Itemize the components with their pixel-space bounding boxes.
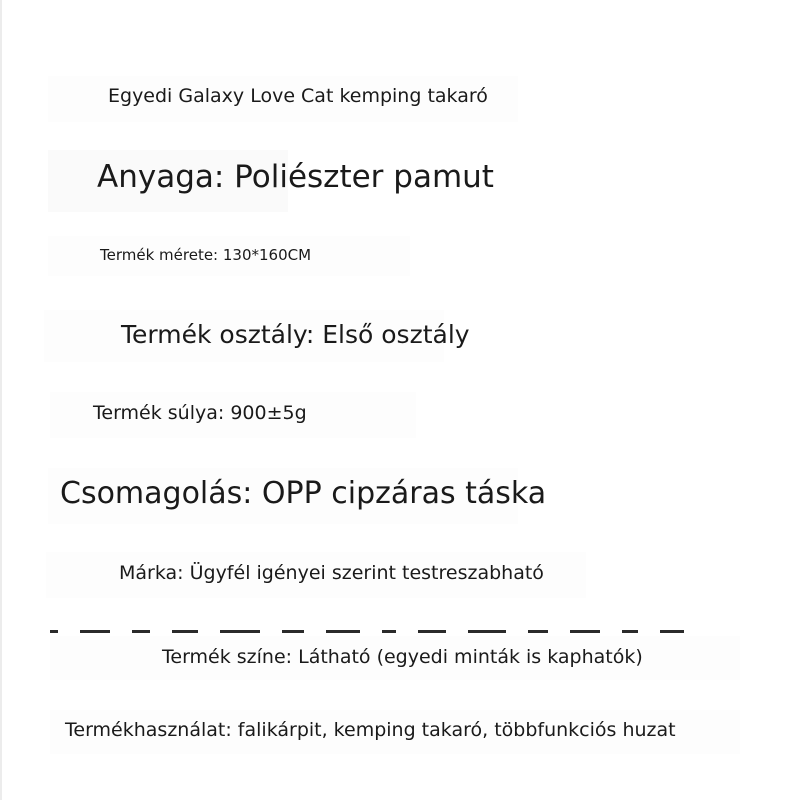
color-line: Termék színe: Látható (egyedi minták is kaphatók) — [50, 636, 740, 680]
packaging-line: Csomagolás: OPP cipzáras táska — [48, 468, 518, 524]
brand-line: Márka: Ügyfél igényei szerint testreszabható — [46, 552, 586, 598]
size-line: Termék mérete: 130*160CM — [48, 236, 410, 276]
product-title: Egyedi Galaxy Love Cat kemping takaró — [48, 76, 518, 122]
material-line: Anyaga: Poliészter pamut — [48, 150, 288, 212]
weight-line: Termék súlya: 900±5g — [50, 392, 416, 438]
left-border — [0, 0, 2, 800]
grade-line: Termék osztály: Első osztály — [44, 310, 444, 362]
usage-line: Termékhasználat: falikárpit, kemping takaró, többfunkciós huzat — [50, 710, 740, 754]
